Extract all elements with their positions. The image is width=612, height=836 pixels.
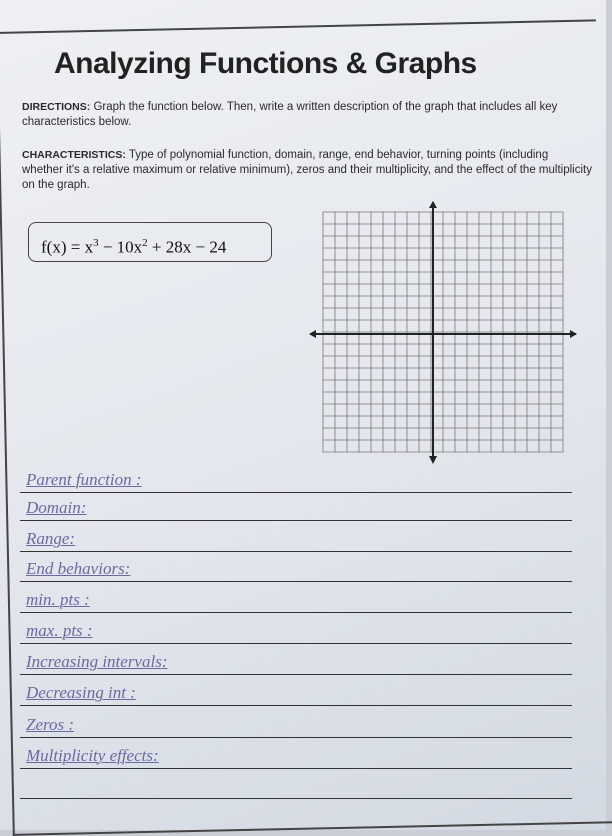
handwritten-label: Range: xyxy=(26,529,76,548)
answer-line xyxy=(20,768,572,769)
handwritten-label: min. pts : xyxy=(26,590,90,609)
formula-part: f(x) = x xyxy=(41,237,94,257)
handwritten-label: Zeros : xyxy=(26,715,75,734)
answer-line xyxy=(20,551,572,552)
exponent: 2 xyxy=(142,237,148,249)
handwritten-label: Decreasing int : xyxy=(26,683,136,702)
answer-line xyxy=(20,581,572,582)
characteristics-label: CHARACTERISTICS: xyxy=(22,149,126,161)
handwritten-label: Multiplicity effects: xyxy=(26,746,159,765)
answer-line xyxy=(20,520,572,521)
handwritten-label: max. pts : xyxy=(26,621,93,640)
answer-line xyxy=(20,737,572,738)
exponent: 3 xyxy=(93,237,99,249)
answer-line xyxy=(20,798,572,799)
answer-line xyxy=(20,674,572,675)
answer-line xyxy=(20,492,572,493)
directions xyxy=(22,100,592,130)
handwritten-label: Parent function : xyxy=(26,470,142,489)
handwritten-label: End behaviors: xyxy=(26,559,131,578)
characteristics-text: Type of polynomial function, domain, range, end behavior, turning points (including whether it's a relative maximum or relative minimum), zeros and their multiplicity, and the effect of the multiplicity on the graph. xyxy=(22,149,592,191)
answer-line xyxy=(20,643,572,644)
formula-part: − 10x xyxy=(98,237,143,257)
formula-part: + 28x − 24 xyxy=(147,237,227,257)
directions-text: Graph the function below. Then, write a written description of the graph that includes all key characteristics below. xyxy=(22,101,558,128)
coordinate-grid xyxy=(308,200,578,468)
handwritten-label: Increasing intervals: xyxy=(26,652,168,671)
worksheet-title: Analyzing Functions & Graphs xyxy=(54,47,477,80)
characteristics xyxy=(22,148,592,193)
function-box xyxy=(28,222,272,262)
handwritten-label: Domain: xyxy=(26,498,87,517)
answer-line xyxy=(20,705,572,706)
answer-line xyxy=(20,612,572,613)
directions-label: DIRECTIONS: xyxy=(22,101,91,113)
